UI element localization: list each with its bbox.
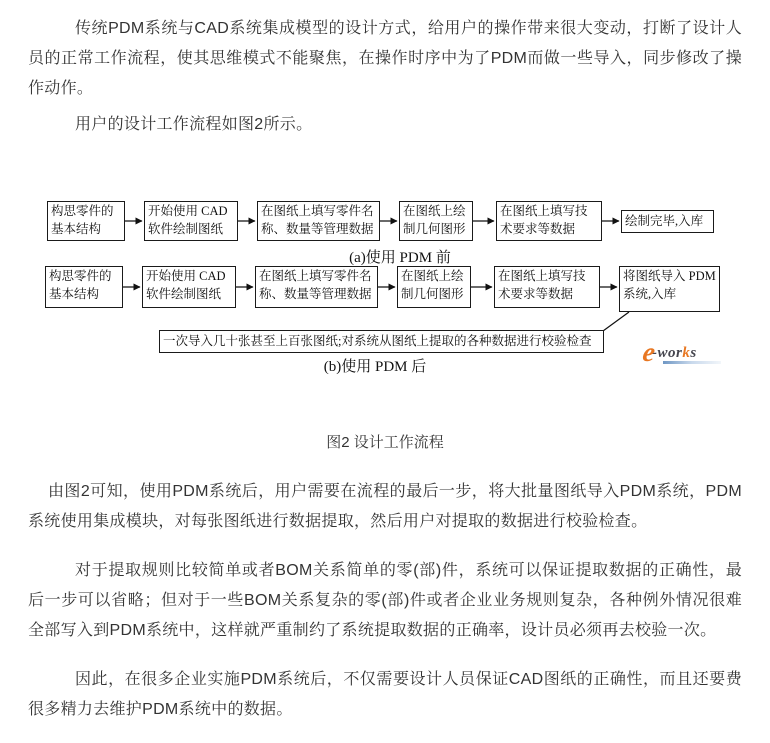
flow-box-a-1 xyxy=(47,201,125,241)
flow-box-line: 称、数量等管理数据 xyxy=(259,286,372,301)
flow-box-line: 系统,入库 xyxy=(623,286,677,301)
flow-box-b-6 xyxy=(619,266,720,312)
eworks-logo-text: -wor xyxy=(651,345,683,361)
eworks-logo xyxy=(640,337,697,368)
paragraph-conclusion: 因此，在很多企业实施PDM系统后，不仅需要设计人员保证CAD图纸的正确性，而且还要费很多精力去维护PDM系统中的数据。 xyxy=(28,671,742,718)
flow-box-line: 构思零件的 xyxy=(51,204,114,218)
flow-box-line: 制几何图形 xyxy=(401,286,464,301)
paragraph-analysis-1: 由图2可知，使用PDM系统后，用户需要在流程的最后一步，将大批量图纸导入PDM系统，PDM系统使用集成模块，对每张图纸进行数据提取，然后用户对提取的数据进行校验检查。 xyxy=(28,483,742,530)
flow-box-line: 在图纸上填写零件名 xyxy=(261,204,374,218)
flow-box-line: 称、数量等管理数据 xyxy=(261,221,374,236)
flow-box-a-4 xyxy=(399,201,473,241)
flow-box-line: 构思零件的 xyxy=(49,269,112,283)
flow-box-line: 制几何图形 xyxy=(403,221,466,236)
figure-caption: 图2 设计工作流程 xyxy=(326,434,444,451)
flow-box-a-3 xyxy=(257,201,380,241)
flow-box-a-2 xyxy=(144,201,238,241)
eworks-logo-text: s xyxy=(690,345,697,361)
eworks-logo-e-swoosh: e xyxy=(640,337,658,367)
flow-box-b-1 xyxy=(45,266,123,308)
eworks-logo-underline xyxy=(663,361,721,364)
flow-label-b: (b)使用 PDM 后 xyxy=(323,359,427,375)
flow-box-line: 一次导入几十张甚至上百张图纸;对系统从图纸上提取的各种数据进行校验检查 xyxy=(163,334,592,348)
flow-box-line: 在图纸上绘 xyxy=(403,204,466,218)
flow-box-a-6 xyxy=(621,210,714,233)
paragraph-analysis-2: 对于提取规则比较简单或者BOM关系简单的零(部)件，系统可以保证提取数据的正确性，最后一步可以省略；但对于一些BOM关系复杂的零(部)件或者企业业务规则复杂，各种例外情况很难全部写入到PDM系统中，这样就严重制约了系统提取数据的正确率，设计员必须再去校验一次。 xyxy=(28,562,742,639)
flow-box-b-3 xyxy=(255,266,378,308)
flow-box-line: 在图纸上填写技 xyxy=(500,204,588,218)
figure-flowchart xyxy=(28,194,742,386)
flow-box-line: 术要求等数据 xyxy=(500,221,576,236)
flow-box-b-5 xyxy=(494,266,600,308)
flow-box-line: 术要求等数据 xyxy=(498,286,574,301)
flow-box-b-4 xyxy=(397,266,471,308)
flow-label-a: (a)使用 PDM 前 xyxy=(349,250,451,266)
flow-box-line: 基本结构 xyxy=(49,286,100,301)
flow-box-line: 绘制完毕,入库 xyxy=(625,214,704,228)
flow-box-line: 在图纸上填写技 xyxy=(498,269,586,283)
paragraph-intro: 传统PDM系统与CAD系统集成模型的设计方式，给用户的操作带来很大变动，打断了设计人员的正常工作流程，使其思维模式不能聚焦，在操作时序中为了PDM而做一些导入，同步修改了操作动作。 xyxy=(28,20,742,97)
flow-box-line: 软件绘制图纸 xyxy=(148,221,224,236)
flow-box-line: 在图纸上绘 xyxy=(401,269,464,283)
flow-box-batch-note xyxy=(159,330,604,353)
flow-box-b-2 xyxy=(142,266,236,308)
paragraph-figure-lead: 用户的设计工作流程如图2所示。 xyxy=(75,116,313,133)
flow-box-line: 基本结构 xyxy=(51,221,102,236)
flow-box-a-5 xyxy=(496,201,602,241)
flow-box-line: 软件绘制图纸 xyxy=(146,286,222,301)
flow-box-line: 开始使用 CAD xyxy=(146,269,226,283)
flow-box-line: 在图纸上填写零件名 xyxy=(259,269,372,283)
flow-box-line: 开始使用 CAD xyxy=(148,204,228,218)
eworks-logo-text-accent: k xyxy=(682,345,691,361)
flow-box-line: 将图纸导入 PDM xyxy=(623,269,716,283)
